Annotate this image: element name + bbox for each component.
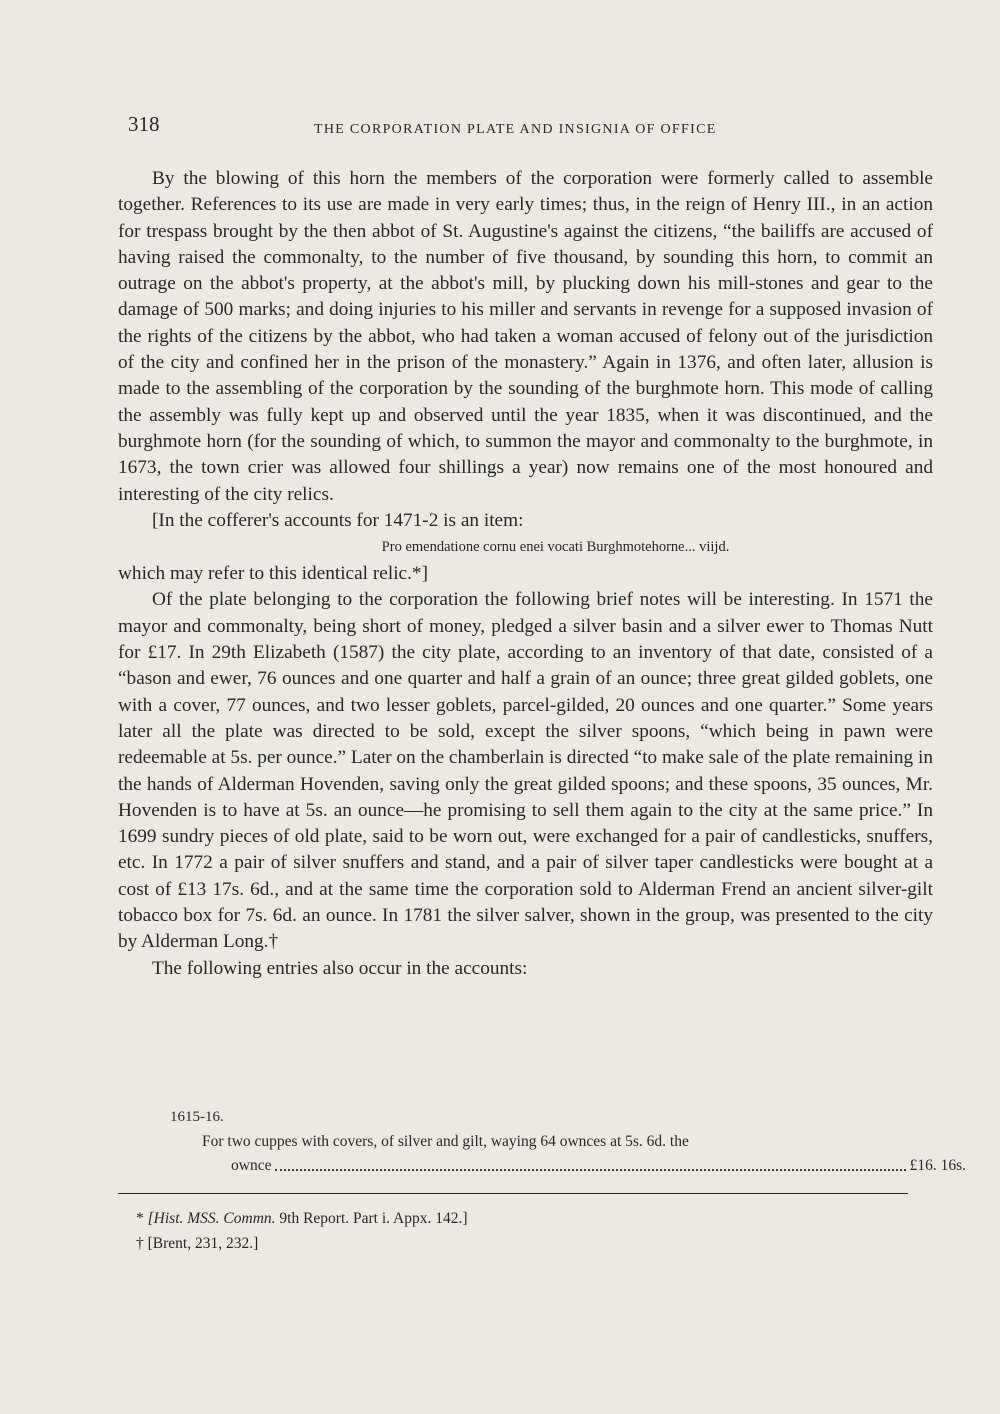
paragraph-cofferer-accounts: [In the cofferer's accounts for 1471-2 is an item: [152,509,524,531]
body-text [118,166,933,982]
page-header [128,112,928,142]
footnote-2: † [Brent, 231, 232.] [136,1235,259,1252]
footnote-divider [118,1193,908,1194]
account-entries [118,1104,966,1178]
footnote-1-source: [Hist. MSS. Commn. [147,1210,276,1227]
paragraph-burghmote-horn: By the blowing of this horn the members of the corporation were formerly called to assemble together. References to its use are made in very early times; thus, in the reign of Henry III., in an action for trespass brought by the then abbot of St. Augustine's against the citizens, “the bailiffs are accused of having raised the commonalty, to the number of five thousand, by sounding this horn, to commit an outrage on the abbot's property, at the abbot's mill, by plucking down his mill-stones and gear to the damage of 500 marks; and doing injuries to his miller and servants in revenge for a supposed invasion of the rights of the citizens by the abbot, who had taken a woman accused of felony out of the jurisdiction of the city and confined her in the prison of the monastery.” Again in 1376, and often later, allusion is made to the assembling of the corporation by the sounding of the burghmote horn. This mode of calling the assembly was fully kept up and observed until the year 1835, when it was discontinued, and the burghmote horn (for the sounding of which, to summon the mayor and commonalty to the burghmote, in 1673, the town crier was allowed four shillings a year) now remains one of the most honoured and interesting of the city relics. [118,168,933,505]
entry-amount: £16. 16s. [909,1157,966,1174]
footnote-1 [136,1206,468,1231]
entry-ownce: ownce [231,1157,272,1174]
paragraph-identical-relic: which may refer to this identical relic.*] [118,563,428,585]
running-title: THE CORPORATION PLATE AND INSIGNIA OF OFFICE [314,122,717,137]
footnote-1-mark: * [136,1210,144,1227]
footnotes [136,1206,468,1256]
paragraph-following-entries: The following entries also occur in the accounts: [152,957,528,979]
entry-line: For two cuppes with covers, of silver and gilt, waying 64 ownces at 5s. 6d. the [202,1133,689,1150]
dot-leader [275,1154,905,1171]
entry-year: 1615-16. [170,1109,224,1125]
entry-line-continuation [231,1154,966,1178]
latin-quotation: Pro emendatione cornu enei vocati Burghmotehorne... viijd. [381,539,730,556]
page-number: 318 [128,112,160,136]
paragraph-corporation-plate: Of the plate belonging to the corporation the following brief notes will be interesting. In 1571 the mayor and commonalty, being short of money, pledged a silver basin and a silver ewer to Thomas Nutt for £17. In 29th Elizabeth (1587) the city plate, according to an inventory of that date, consisted of a “bason and ewer, 76 ounces and one quarter and half a grain of an ounce; three great gilded goblets, one with a cover, 77 ounces, and two lesser goblets, parcel-gilded, 20 ounces and one quarter.” Some years later all the plate was directed to be sold, except the silver spoons, “which being in pawn were redeemable at 5s. per ounce.” Later on the chamberlain is directed “to make sale of the plate remaining in the hands of Alderman Hovenden, saving only the great gilded spoons; and these spoons, 35 ounces, Mr. Hovenden is to have at 5s. an ounce—he promising to sell them again to the city at the same price.” In 1699 sundry pieces of old plate, said to be worn out, were exchanged for a pair of candlesticks, snuffers, etc. In 1772 a pair of silver snuffers and stand, and a pair of silver taper candlesticks were bought at a cost of £13 17s. 6d., and at the same time the corporation sold to Alderman Frend an ancient silver-gilt tobacco box for 7s. 6d. an ounce. In 1781 the silver salver, shown in the group, was presented to the city by Alderman Long.† [118,589,933,953]
footnote-1-ref: 9th Report. Part i. Appx. 142.] [279,1210,468,1227]
